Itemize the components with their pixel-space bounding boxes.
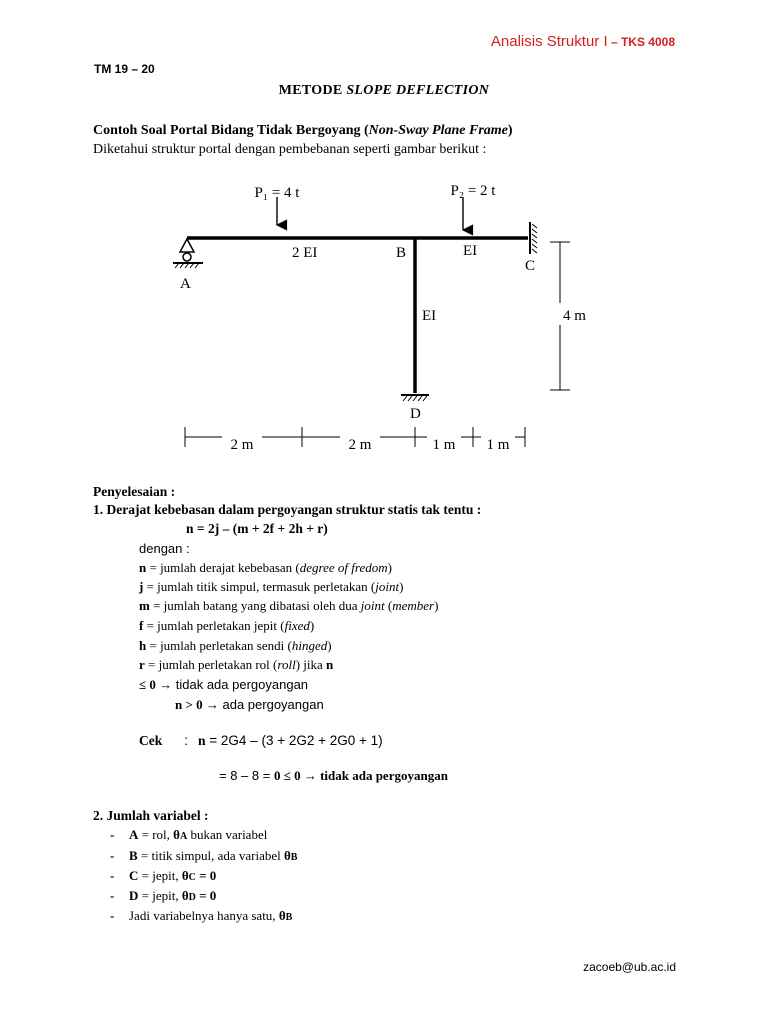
condition-no-sway: ≤ 0 → tidak ada pergoyangan: [139, 677, 309, 692]
variable-item-d: - D = jepit, θD = 0: [110, 888, 217, 903]
variable-item-b: - B = titik simpul, ada variabel θB: [110, 848, 298, 863]
definition-h: h = jumlah perletakan sendi (hinged): [139, 638, 332, 653]
node-label-c: C: [525, 258, 536, 274]
meeting-label: TM 19 – 20: [94, 62, 155, 76]
load-label-p2: P₂ = 2 t: [450, 183, 496, 199]
dimension-label-2: 2 m: [348, 437, 372, 453]
dof-formula: n = 2j – (m + 2f + 2h + r): [186, 521, 328, 536]
fixed-support-d: [401, 395, 429, 401]
definition-m: m = jumlah batang yang dibatasi oleh dua joint (member): [139, 598, 439, 613]
footer-email: zacoeb@ub.ac.id: [583, 960, 676, 974]
portal-frame-diagram: [170, 175, 590, 455]
where-label: dengan :: [139, 541, 190, 556]
variable-item-a: - A = rol, θA bukan variabel: [110, 827, 268, 842]
variable-item-c: - C = jepit, θC = 0: [110, 868, 217, 883]
document-header: [491, 33, 675, 50]
definition-n: n = jumlah derajat kebebasan (degree of fredom): [139, 560, 392, 575]
dimension-label-3: 1 m: [432, 437, 456, 453]
definition-j: j = jumlah titik simpul, termasuk perletakan (joint): [139, 579, 404, 594]
fixed-support-c: [530, 222, 537, 254]
load-label-p1: P₁ = 4 t: [254, 185, 300, 201]
dimension-label-4: 1 m: [486, 437, 510, 453]
page-title: METODE SLOPE DEFLECTION: [278, 83, 490, 98]
dimension-label-1: 2 m: [230, 437, 254, 453]
step1-heading: 1. Derajat kebebasan dalam pergoyangan struktur statis tak tentu :: [93, 502, 482, 517]
stiffness-label-bc: EI: [463, 243, 478, 259]
course-title: Analisis Struktur I: [490, 33, 608, 50]
node-label-d: D: [410, 406, 421, 422]
stiffness-label-ab: 2 EI: [292, 245, 318, 261]
definition-r: r = jumlah perletakan rol (roll) jika n: [139, 657, 334, 672]
check-result: = 8 – 8 = 0 ≤ 0 → tidak ada pergoyangan: [219, 768, 448, 783]
definition-f: f = jumlah perletakan jepit (fixed): [139, 618, 315, 633]
condition-sway: n > 0 → ada pergoyangan: [175, 697, 324, 712]
stiffness-label-bd: EI: [422, 308, 437, 324]
node-label-b: B: [396, 245, 407, 261]
node-label-a: A: [180, 276, 191, 292]
height-label: 4 m: [563, 308, 586, 324]
step2-heading: 2. Jumlah variabel :: [93, 808, 209, 823]
variable-item-summary: - Jadi variabelnya hanya satu, θB: [110, 908, 293, 923]
roller-support-a: [173, 239, 203, 268]
check-line: Cek : n = 2G4 – (3 + 2G2 + 2G0 + 1): [139, 733, 383, 748]
problem-description: Diketahui struktur portal dengan pembebanan seperti gambar berikut :: [93, 142, 487, 157]
course-code: – TKS 4008: [607, 35, 675, 49]
example-heading: Contoh Soal Portal Bidang Tidak Bergoyang (Non-Sway Plane Frame): [93, 123, 513, 138]
solution-heading: Penyelesaian :: [93, 484, 176, 499]
